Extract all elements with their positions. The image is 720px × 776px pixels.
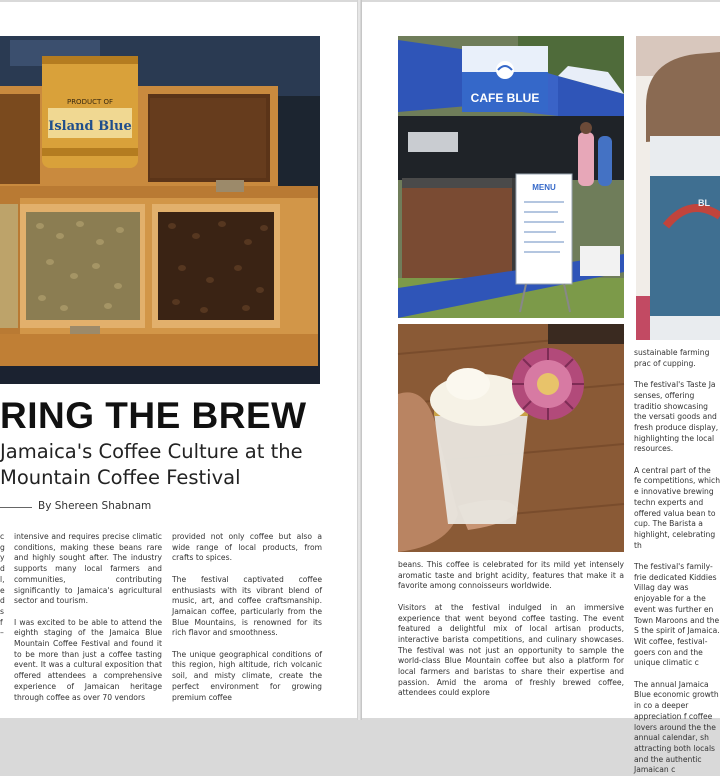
- fragment-line: y: [0, 553, 5, 563]
- body-column-4-cropped: [634, 348, 720, 775]
- body-paragraph: Visitors at the festival indulged in an immersive experience that went beyond coffee tasting. The event featured a delightful mix of local artisan products, interactive barista competitions, and culinary showcases. The festival was not just an opportunity to sample the world-class Blue Mountain coffee but also a platform for local farmers and baristas to share their expertise and passion. Amid the aroma of freshly brewed coffee, attendees could explore: [398, 602, 624, 698]
- booth-sign-text: CAFE BLUE: [470, 91, 540, 105]
- caddy-label-top: PRODUCT OF: [66, 98, 114, 106]
- body-column-2: [172, 532, 322, 702]
- body-paragraph: I was excited to be able to attend the eighth staging of the Jamaica Blue Mountain Coffee Festival and found it to be more than just a coffee tasting event. It was a cultural exposition that offered attendees a comprehensive experience of Jamaican heritage through coffee as over 70 vendors: [14, 617, 162, 702]
- body-paragraph: The festival captivated coffee enthusiasts with its vibrant blend of music, art, and coffee craftsmanship. Jamaican coffee, particularly from the Blue Mountains, is renowned for its rich flavor and smoothness.: [172, 574, 322, 638]
- fragment-line: g: [0, 542, 5, 552]
- byline-rule: [0, 507, 32, 508]
- right-page: [362, 2, 720, 775]
- fragment-line: e: [0, 585, 5, 595]
- body-paragraph: provided not only coffee but also a wide range of local products, from crafts to spices.: [172, 532, 322, 563]
- fragment-line: s: [0, 606, 4, 616]
- article-headline: RING THE BREW: [0, 395, 307, 436]
- coffee-bean-box-photo: [0, 36, 320, 384]
- dessert-cup-photo: [398, 324, 624, 552]
- fragment-line: d: [0, 596, 5, 606]
- body-column-3: [398, 560, 624, 700]
- body-paragraph: intensive and requires precise climatic conditions, making these beans rare and highly sought after. The industry supports many local farmers and communities, contributing significantly to Jamaica's agricultural sector and tourism.: [14, 532, 162, 606]
- body-paragraph: The annual Jamaica Blue economic growth in co a deeper appreciation f coffee lovers around the the annual calendar, sh attracting both locals and the authentic Jamaican c: [634, 679, 719, 775]
- fragment-line: l,: [0, 574, 5, 584]
- body-paragraph: The festival's Taste Ja senses, offering traditio showcasing the versati goods and fresh produce display, highlighting the local resources.: [634, 380, 719, 454]
- coffee-cup-photo: [636, 36, 720, 340]
- fragment-line: –: [0, 628, 4, 638]
- cafe-booth-photo: [398, 36, 624, 318]
- body-column-1: [14, 532, 162, 702]
- body-paragraph: The unique geographical conditions of this region, high altitude, rich volcanic soil, and misty climate, create the perfect environment for growing premium coffee: [172, 649, 322, 702]
- caddy-label-brand: Island Blue: [48, 119, 132, 134]
- fragment-line: c: [0, 532, 5, 541]
- body-paragraph: A central part of the fe competitions, which e innovative brewing techn experts and offered valua bean to cup. The Barista a highlight, celebrating th: [634, 465, 720, 550]
- left-page: [0, 2, 357, 718]
- cropped-column-fragment: [0, 532, 10, 639]
- cup-label-text: BL: [698, 198, 710, 208]
- article-byline: By Shereen Shabnam: [38, 500, 152, 512]
- body-paragraph: beans. This coffee is celebrated for its mild yet intensely aromatic taste and bright acidity, features that make it a favorite among connoisseurs worldwide.: [398, 560, 624, 591]
- article-subtitle: Jamaica's Coffee Culture at the Mountain Coffee Festival: [0, 440, 303, 489]
- fragment-line: f: [0, 617, 3, 627]
- menu-board-title: MENU: [532, 183, 556, 192]
- body-paragraph: The festival's family-frie dedicated Kiddies Villag day was enjoyable for a the event was further en Town Maroons and the S the spirit of Jamaica. Wit coffee, festival-goers con and the unique climatic c: [634, 562, 720, 668]
- body-paragraph: sustainable farming prac of cupping.: [634, 348, 710, 368]
- fragment-line: d: [0, 564, 5, 574]
